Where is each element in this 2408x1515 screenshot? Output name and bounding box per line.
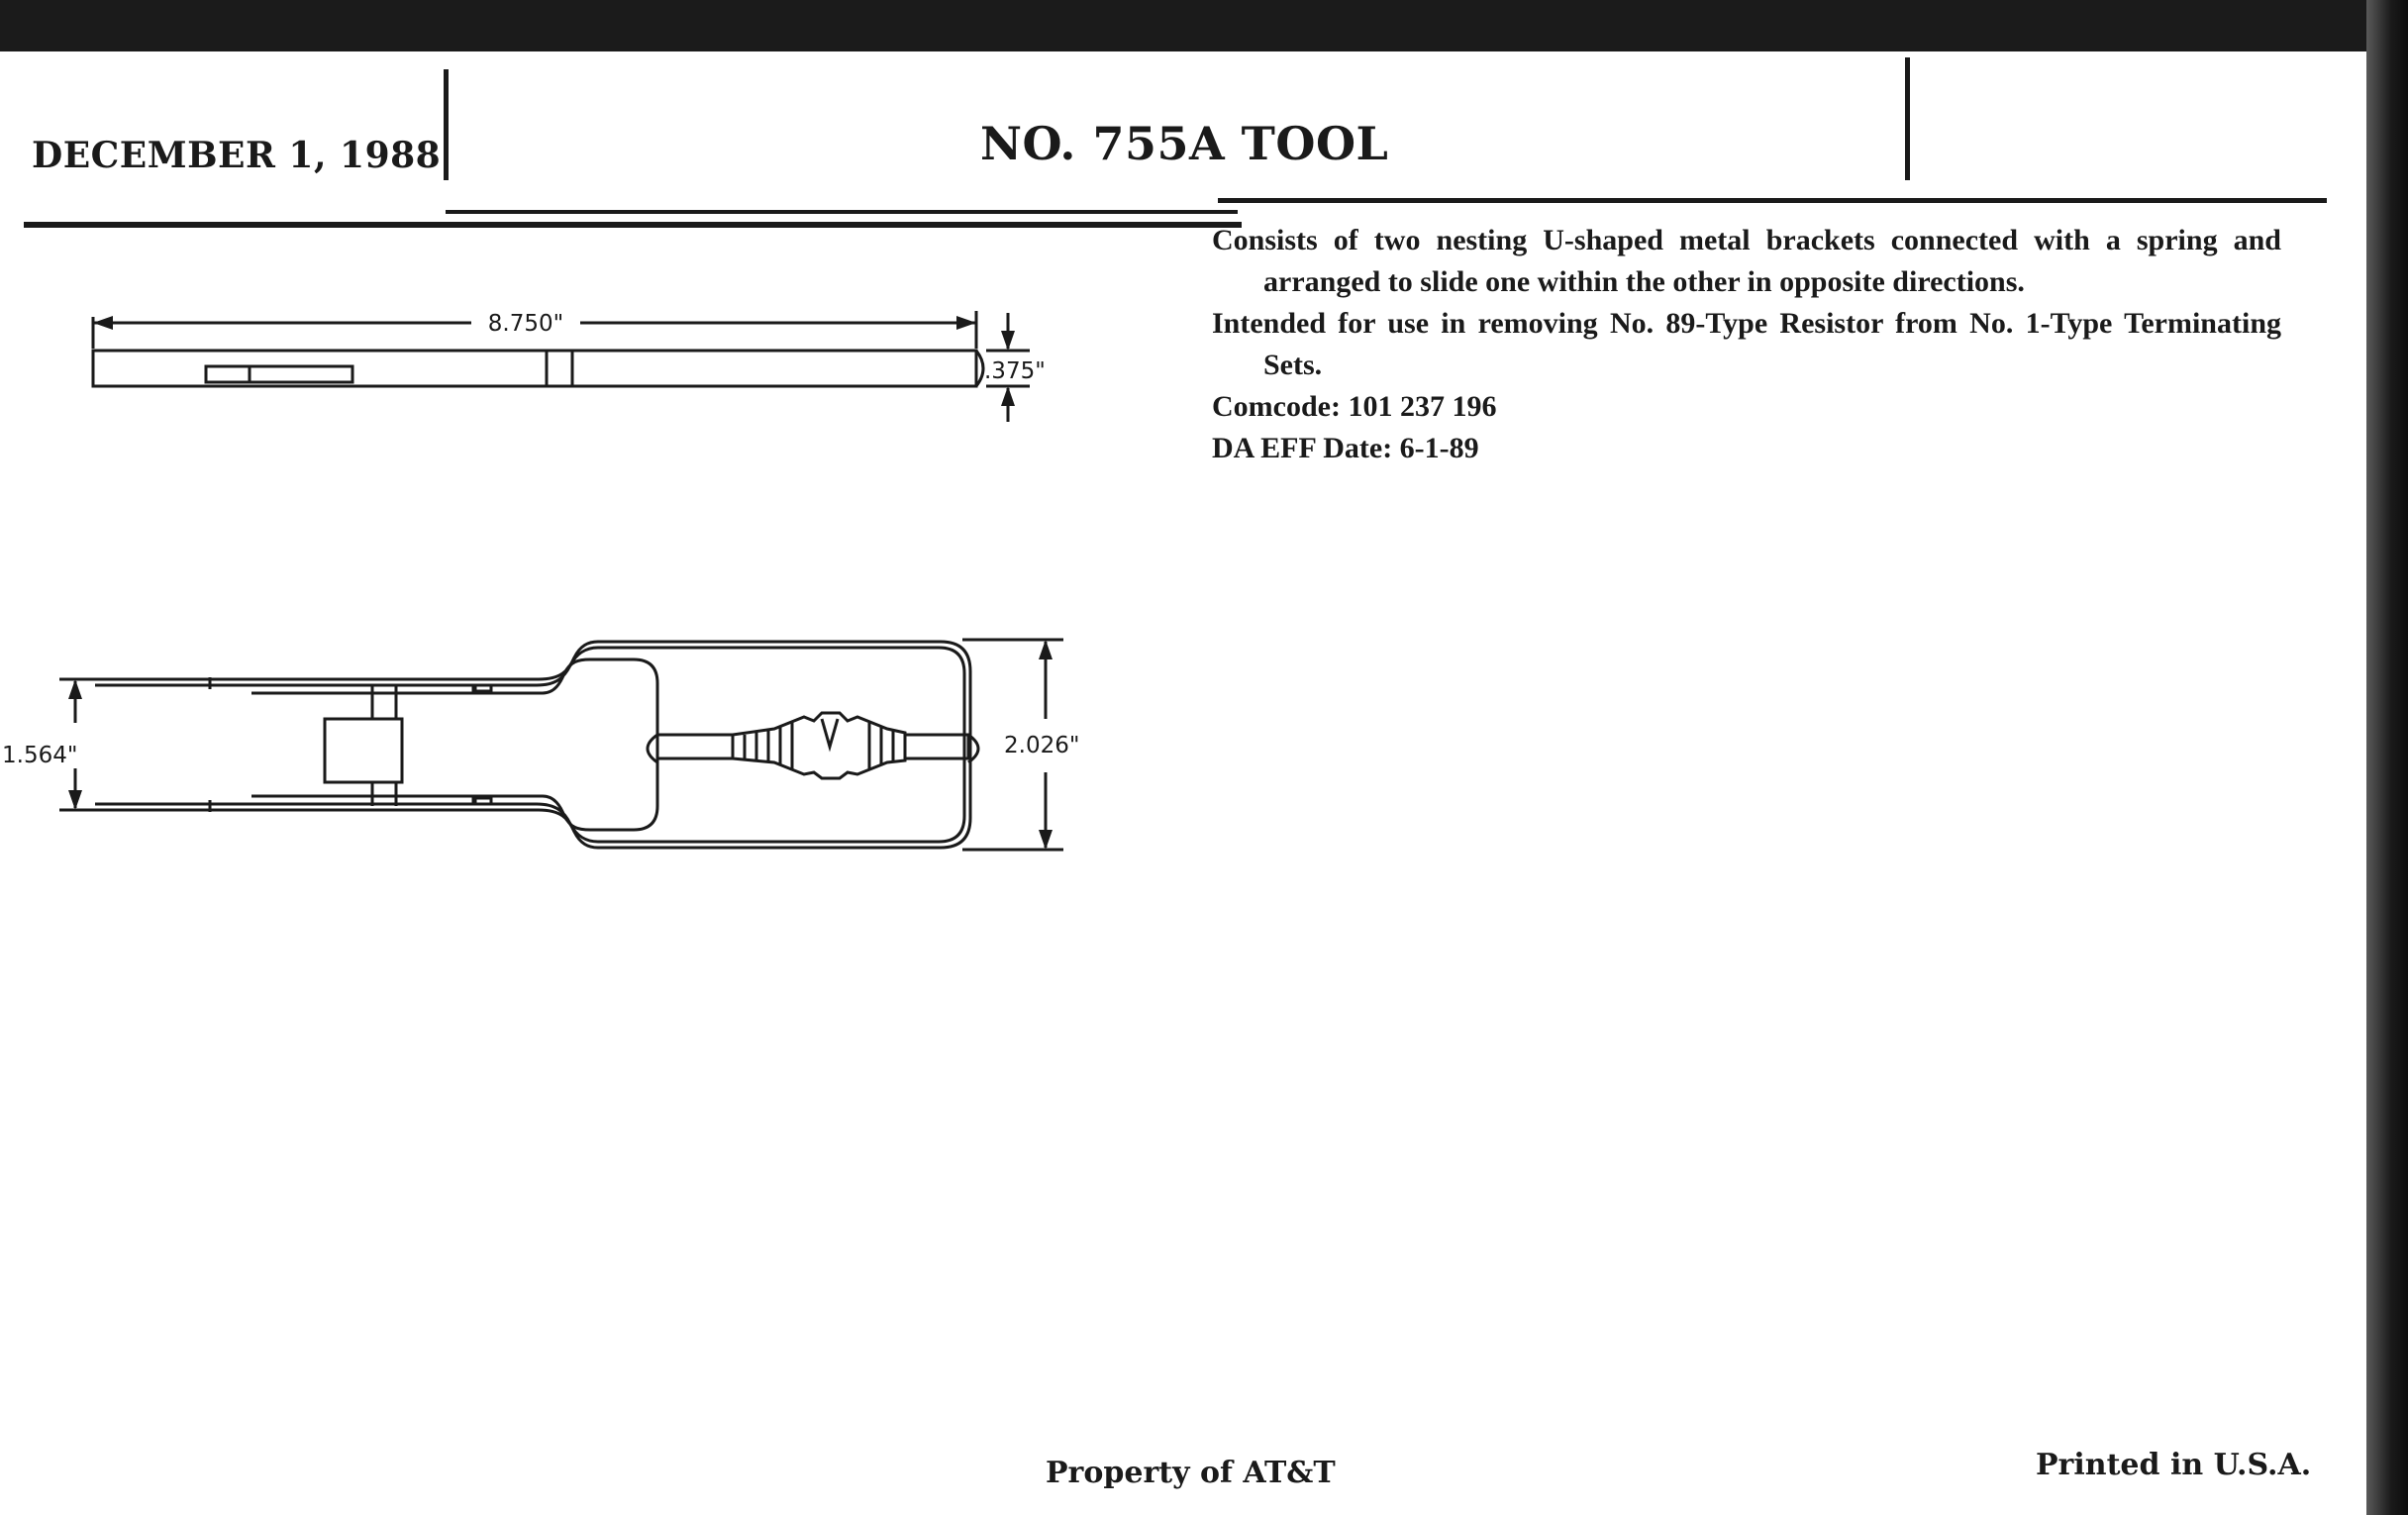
length-dimension-label: 8.750" [487,311,564,337]
outer-width-label: 2.026" [1004,733,1080,758]
outer-bracket [95,642,970,848]
tool-description [1212,220,2281,469]
inner-width-label: 1.564" [2,743,78,768]
description-line-comcode: Comcode: 101 237 196 [1212,390,1497,423]
property-notice: Property of AT&T [1046,1456,1336,1490]
page-title: NO. 755A TOOL [980,117,1389,170]
side-view [93,311,1046,422]
description-line-purpose: Intended for use in removing No. 89-Type Resistor from No. 1-Type Terminating Sets. [1212,307,2281,381]
header-rule-right [1218,198,2327,203]
description-line-construction: Consists of two nesting U-shaped metal brackets connected with a spring and arranged to slide one within the other in opposite directions. [1212,224,2281,298]
document-date: DECEMBER 1, 1988 [32,135,442,176]
document-page [0,51,2366,1515]
header-rule-join [446,210,1238,214]
top-view [2,640,1079,850]
thickness-dimension-label: .375" [984,358,1046,384]
spring [733,713,905,778]
tool-drawing [0,238,1139,1050]
header-rule-left [24,222,1242,228]
description-line-effective-date: DA EFF Date: 6-1-89 [1212,432,1479,464]
slider-block [325,719,402,782]
header-divider-left [444,69,449,180]
header-divider-right [1905,57,1910,180]
scan-edge [2366,0,2408,1515]
printed-notice: Printed in U.S.A. [2036,1448,2312,1482]
